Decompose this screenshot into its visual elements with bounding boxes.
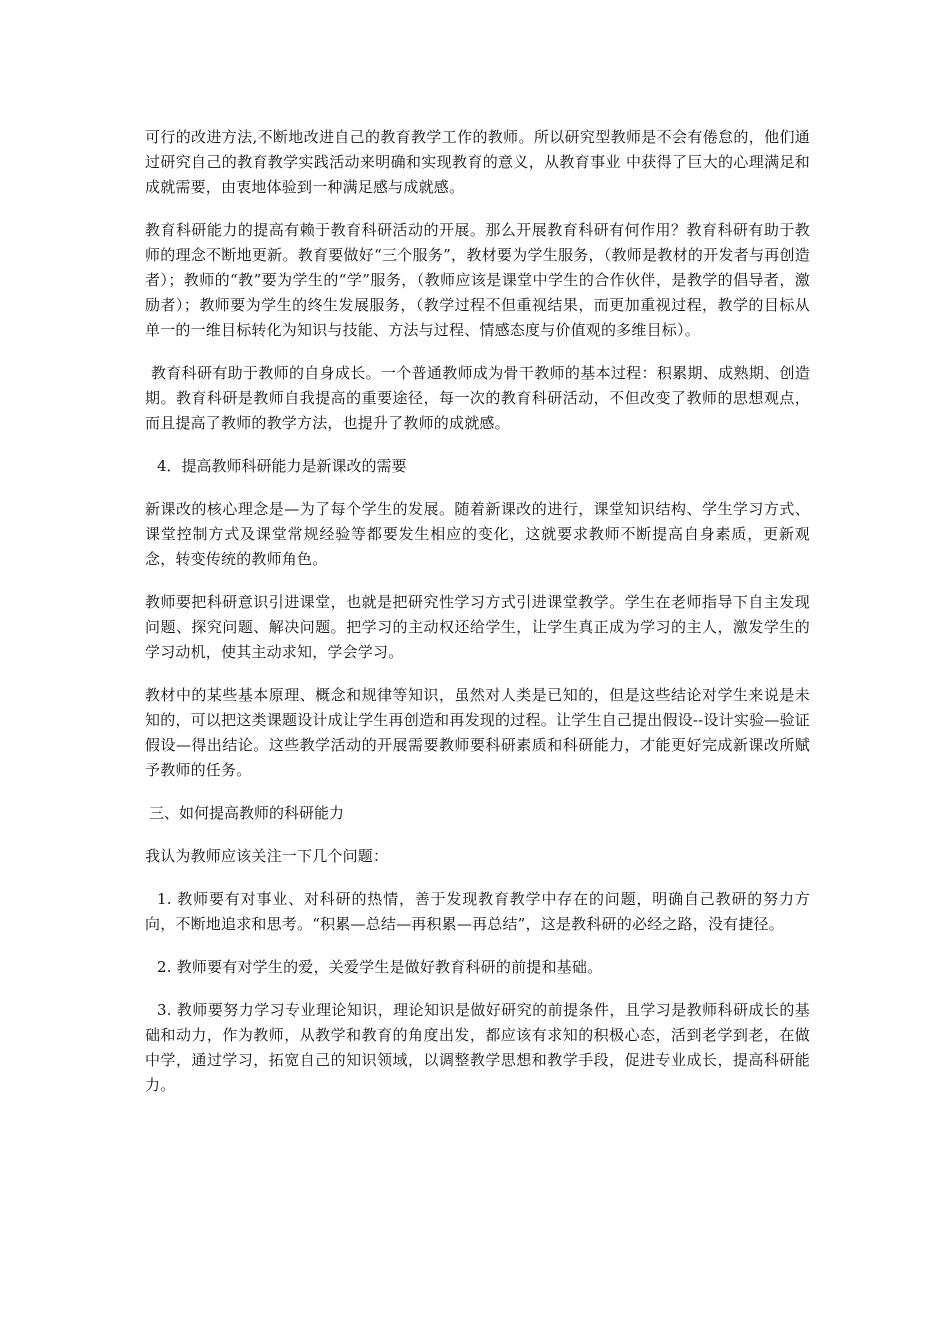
paragraph-researcher-teacher: 可行的改进方法,不断地改进自己的教育教学工作的教师。所以研究型教师是不会有倦怠的，他们通过研究自己的教育教学实践活动来明确和实现教育的意义，从教育事业 中获得了巨大的心理满足和成就需要，由衷地体验到一种满足感与成就感。 [145, 128, 810, 196]
paragraph-textbook-principles: 教材中的某些基本原理、概念和规律等知识，虽然对人类是已知的，但是这些结论对学生来说是未知的，可以把这类课题设计成让学生再创造和再发现的过程。让学生自己提出假设--设计实验—验证假设—得出结论。这些教学活动的开展需要教师要科研素质和科研能力，才能更好完成新课改所赋予教师的任务。 [145, 686, 810, 779]
paragraph-research-classroom: 教师要把科研意识引进课堂，也就是把研究性学习方式引进课堂教学。学生在老师指导下自主发现问题、探究问题、解决问题。把学习的主动权还给学生，让学生真正成为学习的主人，激发学生的学习动机，使其主动求知，学会学习。 [145, 593, 810, 661]
document-page [145, 125, 810, 1116]
paragraph-self-growth: 教育科研有助于教师的自身成长。一个普通教师成为骨干教师的基本过程：积累期、成熟期、创造期。教育科研是教师自我提高的重要途径，每一次的教育科研活动，不但改变了教师的思想观点，而且提高了教师的教学方法，也提升了教师的成就感。 [145, 364, 810, 432]
list-item-2: 2. 教师要有对学生的爱，关爱学生是做好教育科研的前提和基础。 [157, 958, 603, 976]
heading-section-3: 三、如何提高教师的科研能力 [149, 804, 345, 822]
paragraph-research-role: 教育科研能力的提高有赖于教育科研活动的开展。那么开展教育科研有何作用？教育科研有助于教师的理念不断地更新。教育要做好“三个服务”，教材要为学生服务，（教师是教材的开发者与再创造者）；教师的“教”要为学生的“学”服务，（教师应该是课堂中学生的合作伙伴，是教学的倡导者，激励者）；教师要为学生的终生发展服务，（教学过程不但重视结果，而更加重视过程，教学的目标从单一的一维目标转化为知识与技能、方法与过程、情感态度与价值观的多维目标）。 [145, 221, 810, 339]
list-item-3: 3. 教师要努力学习专业理论知识，理论知识是做好研究的前提条件，且学习是教师科研成长的基础和动力，作为教师，从教学和教育的角度出发，都应该有求知的积极心态，活到老学到老，在做中学，通过学习，拓宽自己的知识领域，以调整教学思想和教学手段，促进专业成长，提高科研能力。 [145, 1001, 810, 1094]
list-item-1: 1. 教师要有对事业、对科研的热情，善于发现教育教学中存在的问题，明确自己教研的努力方向，不断地追求和思考。“积累—总结—再积累—再总结”，这是教科研的必经之路，没有捷径。 [145, 890, 810, 933]
heading-point-4: 4．提高教师科研能力是新课改的需要 [157, 457, 407, 475]
paragraph-intro-issues: 我认为教师应该关注一下几个问题： [145, 847, 389, 865]
paragraph-core-idea: 新课改的核心理念是—为了每个学生的发展。随着新课改的进行，课堂知识结构、学生学习方式、课堂控制方式及课堂常规经验等都要发生相应的变化，这就要求教师不断提高自身素质，更新观念，转变传统的教师角色。 [145, 500, 810, 568]
